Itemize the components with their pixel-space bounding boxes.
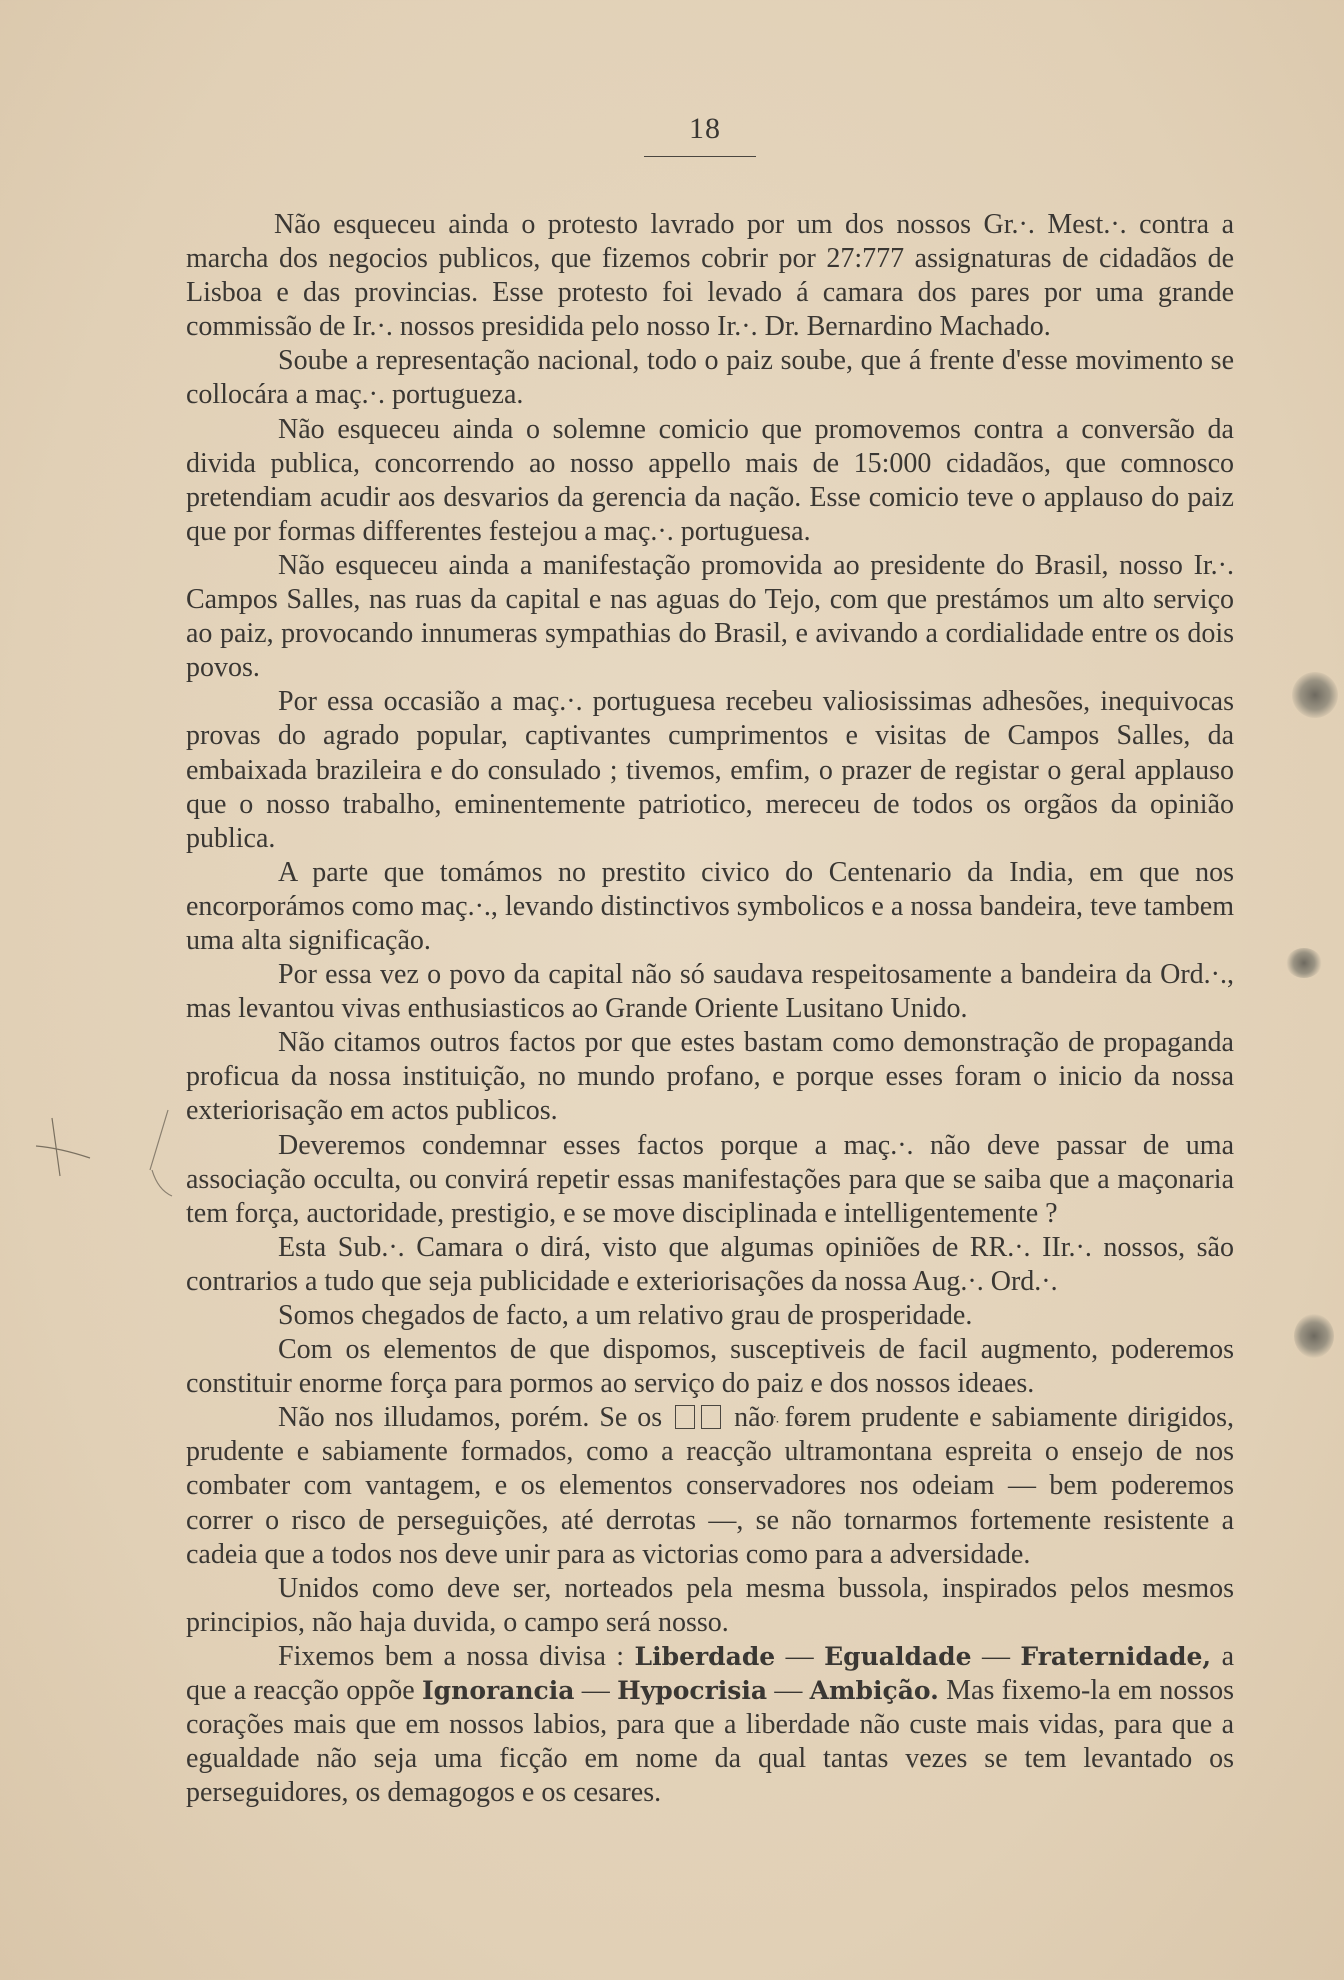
paragraph: Deveremos condemnar esses factos porque a maç.·. não deve passar de uma associação occulta, ou convirá repetir essas manifestações para que se saiba que a maçonaria tem força, auctoridade, prestigio, e se move disciplinada e intelligentemente ? — [186, 1129, 1234, 1229]
motto-word: Fraternidade, — [1020, 1641, 1212, 1671]
paragraph: Não citamos outros factos por que estes bastam como demonstração de propaganda proficua da nossa instituição, no mundo profano, e porque esses foram o inicio da nossa exteriorisação em actos publicos. — [186, 1027, 1234, 1127]
paragraph-text: a que a reacção oppõe — [186, 1640, 1234, 1707]
paragraph: Esta Sub.·. Camara o dirá, visto que algumas opiniões de RR.·. IIr.·. nossos, são contrarios a tudo que seja publicidade e exteriorisações da nossa Aug.·. Ord.·. — [186, 1231, 1234, 1297]
paragraph-text: Não nos illudamos, porém. Se os — [278, 1402, 663, 1434]
vice-word: Ignorancia — [421, 1676, 575, 1706]
paragraph-text: Mas fixemo-la em nossos corações mais que em nossos labios, para que a liberdade não custe mais vidas, para que a egualdade não seja uma ficção em nome da qual tantas vezes se tem levantado os perseguidores, os demagogos e os cesares. — [186, 1675, 1235, 1809]
dash: — — [971, 1640, 1021, 1672]
dash: — — [767, 1675, 810, 1707]
paragraph: Não esqueceu ainda o protesto lavrado por um dos nossos Gr.·. Mest.·. contra a marcha dos negocios publicos, que fizemos cobrir por 27:777 assignaturas de cidadãos de Lisboa e das provincias. Esse protesto foi levado á camara dos pares por uma grande commissão de Ir.·. nossos presidida pelo nosso Ir.·. Dr. Bernardino Machado. — [186, 209, 1234, 343]
paragraph-text: não forem prudente e sabiamente dirigidos, prudente e sabiamente formados, como a reacção ultramontana espreita o ensejo de nos combater com vantagem, e os elementos conservadores nos odeiam — bem poderemos correr o risco de perseguições, até derrotas —, se não tornarmos fortemente resistente a cadeia que a todos nos deve unir para as victorias como para a adversidade. — [186, 1402, 1234, 1570]
vice-word: Ambição. — [809, 1676, 939, 1706]
paragraph: Soube a representação nacional, todo o paiz soube, que á frente d'esse movimento se collocára a maç.·. portugueza. — [186, 345, 1234, 411]
paragraph: Com os elementos de que dispomos, susceptiveis de facil augmento, poderemos constituir enorme força para pormos ao serviço do paiz e dos nossos ideaes. — [186, 1334, 1234, 1400]
paragraph: Não esqueceu ainda a manifestação promovida ao presidente do Brasil, nosso Ir.·. Campos Salles, nas ruas da capital e nas aguas do Tejo, com que prestámos um alto serviço ao paiz, provocando innumeras sympathias do Brasil, e avivando a cordialidade entre os dois povos. — [186, 549, 1234, 684]
motto-word: Liberdade — [634, 1641, 776, 1671]
paragraph-text: Fixemos bem a nossa divisa : — [278, 1640, 625, 1672]
paragraph: Unidos como deve ser, norteados pela mesma bussola, inspirados pelos mesmos principios, não haja duvida, o campo será nosso. — [186, 1572, 1234, 1638]
page-number: 18 — [689, 112, 721, 145]
paragraph: A parte que tomámos no prestito civico do Centenario da India, em que nos encorporámos como maç.·., levando distinctivos symbolicos e a nossa bandeira, teve tambem uma alta significação. — [186, 856, 1234, 956]
dash: — — [775, 1640, 825, 1672]
vice-word: Hypocrisia — [617, 1676, 768, 1706]
dash: — — [574, 1675, 618, 1707]
paragraph: Por essa vez o povo da capital não só saudava respeitosamente a bandeira da Ord.·., mas levantou vivas enthusiasticos ao Grande Oriente Lusitano Unido. — [186, 959, 1234, 1025]
motto-word: Egualdade — [824, 1641, 972, 1671]
paragraph: Não esqueceu ainda o solemne comicio que promovemos contra a conversão da divida publica, concorrendo ao nosso appello mais de 15:000 cidadãos, que comnosco pretendiam acudir aos desvarios da gerencia da nação. Esse comicio teve o applauso do paiz que por formas differentes festejou a maç.·. portuguesa. — [186, 413, 1234, 547]
paragraph: Por essa occasião a maç.·. portuguesa recebeu valiosissimas adhesões, inequivocas provas do agrado popular, captivantes cumprimentos e visitas de Campos Salles, da embaixada brazileira e do consulado ; tivemos, emfim, o prazer de registar o geral applauso que o nosso trabalho, eminentemente patriotico, mereceu de todos os orgãos da opinião publica. — [186, 686, 1234, 854]
paragraph: Somos chegados de facto, a um relativo grau de prosperidade. — [278, 1300, 973, 1331]
